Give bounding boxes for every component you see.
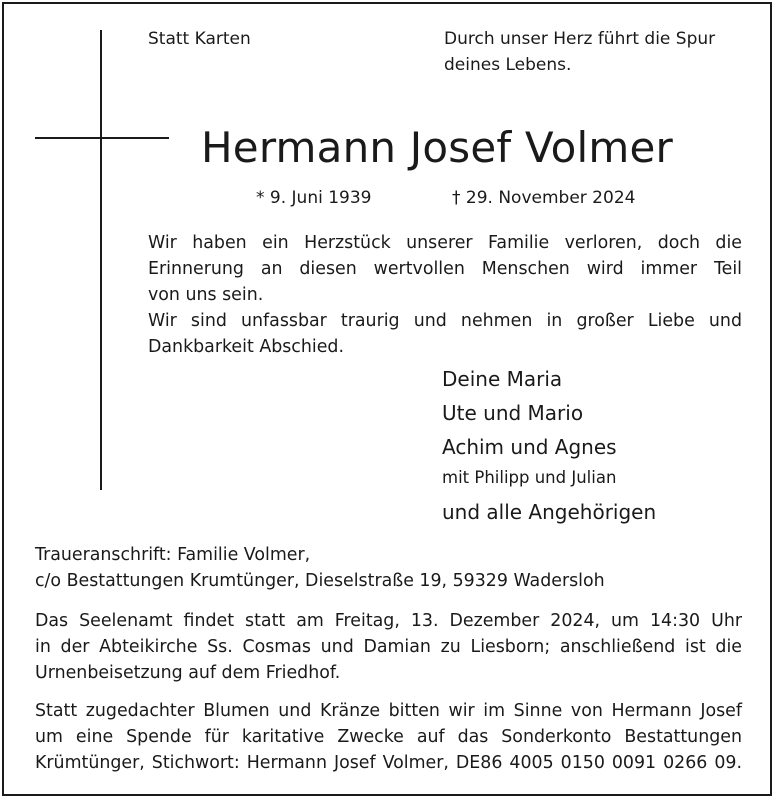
message-line-4: Wir sind unfassbar traurig und nehmen in großer Liebe und xyxy=(148,311,742,331)
header-quote-line1: Durch unser Herz führt die Spur xyxy=(444,29,716,49)
signer-1: Deine Maria xyxy=(442,367,563,391)
donation-line-2: um eine Spende für karitative Zwecke auf das Sonderkonto Bestattungen xyxy=(35,727,742,747)
service-line-2: in der Abteikirche Ss. Cosmas und Damian zu Liesborn; anschließend ist die xyxy=(35,637,742,657)
signer-3-subline: mit Philipp und Julian xyxy=(442,468,617,487)
signer-2: Ute und Mario xyxy=(442,401,584,425)
message-line-1: Wir haben ein Herzstück unserer Familie verloren, doch die xyxy=(148,233,742,253)
cross-vertical-bar xyxy=(100,30,102,490)
signer-4: und alle Angehörigen xyxy=(442,500,657,524)
death-date: † 29. November 2024 xyxy=(452,188,636,208)
service-line-1: Das Seelenamt findet statt am Freitag, 13. Dezember 2024, um 14:30 Uhr xyxy=(35,611,742,631)
donation-line-1: Statt zugedachter Blumen und Kränze bitten wir im Sinne von Hermann Josef xyxy=(35,701,742,721)
message-line-2: Erinnerung an diesen wertvollen Menschen wird immer Teil xyxy=(148,259,742,279)
service-line-3: Urnenbeisetzung auf dem Friedhof. xyxy=(35,663,341,683)
header-left-text: Statt Karten xyxy=(148,29,251,49)
signer-3: Achim und Agnes xyxy=(442,435,617,459)
header-quote-line2: deines Lebens. xyxy=(444,55,572,75)
deceased-name: Hermann Josef Volmer xyxy=(201,123,673,172)
message-line-3: von uns sein. xyxy=(148,285,264,305)
cross-horizontal-bar xyxy=(35,137,169,139)
birth-date: * 9. Juni 1939 xyxy=(256,188,372,208)
donation-line-3: Krümtünger, Stichwort: Hermann Josef Volmer, DE86 4005 0150 0091 0266 09. xyxy=(35,753,742,773)
message-line-5: Dankbarkeit Abschied. xyxy=(148,337,344,357)
address-line-2: c/o Bestattungen Krumtünger, Dieselstraße 19, 59329 Wadersloh xyxy=(35,571,605,591)
address-line-1: Traueranschrift: Familie Volmer, xyxy=(35,545,311,565)
